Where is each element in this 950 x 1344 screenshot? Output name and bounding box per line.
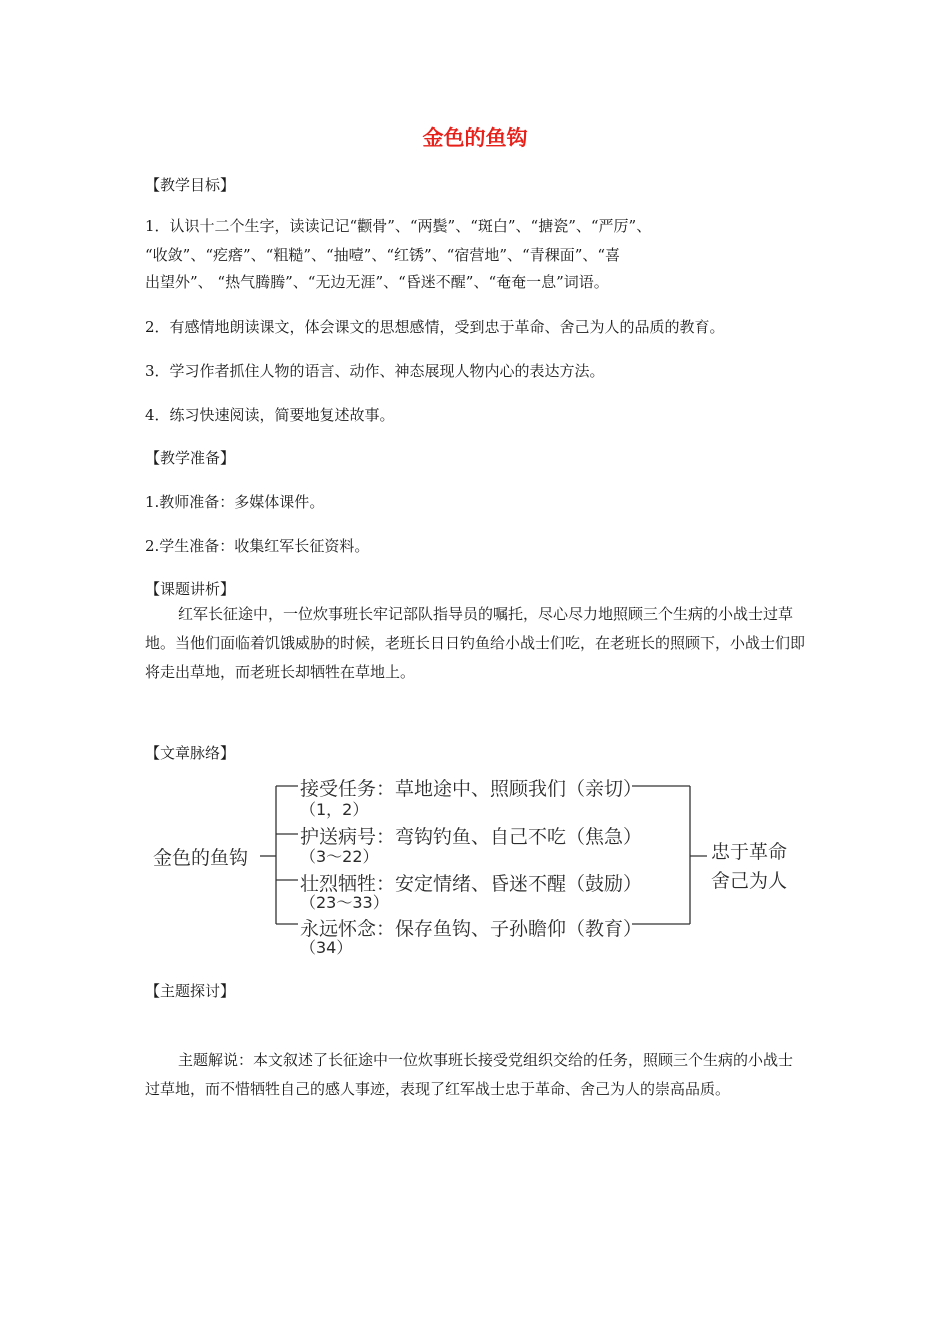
branch-4-text: 永远怀念：保存鱼钩、子孙瞻仰（教育） <box>300 918 643 940</box>
prep-item-1: 1.教师准备：多媒体课件。 <box>145 493 325 511</box>
conclusion-line-2: 舍己为人 <box>711 870 788 892</box>
goal-item-3: 3．学习作者抓住人物的语言、动作、神态展现人物内心的表达方法。 <box>145 362 605 380</box>
theme-paragraph <box>145 1046 805 1104</box>
branch-3-text: 壮烈牺牲：安定情绪、昏迷不醒（鼓励） <box>300 873 643 895</box>
branch-1-text: 接受任务：草地途中、照顾我们（亲切） <box>300 778 643 800</box>
goal-item-4: 4．练习快速阅读，简要地复述故事。 <box>145 406 395 424</box>
theme-heading: 【主题探讨】 <box>145 982 236 1000</box>
branch-2-text: 护送病号：弯钩钓鱼、自己不吃（焦急） <box>300 826 643 848</box>
goal-item-1-line-3: 出望外”、 “热气腾腾”、“无边无涯”、“昏迷不醒”、“奄奄一息”词语。 <box>145 273 609 291</box>
diagram-root: 金色的鱼钩 <box>153 847 249 869</box>
branch-1-paragraphs: （1，2） <box>300 800 369 819</box>
goals-heading: 【教学目标】 <box>145 176 236 194</box>
prep-item-2: 2.学生准备：收集红军长征资料。 <box>145 537 370 555</box>
analysis-text: 红军长征途中，一位炊事班长牢记部队指导员的嘱托，尽心尽力地照顾三个生病的小战士过草地。当他们面临着饥饿威胁的时候，老班长日日钓鱼给小战士们吃，在老班长的照顾下，小战士们即将走出草地，而老班长却牺牲在草地上。 <box>145 605 806 681</box>
branch-2-paragraphs: （3～22） <box>300 847 379 866</box>
document-title: 金色的鱼钩 <box>422 126 528 150</box>
goal-item-1-line-2: “收敛”、“疙瘩”、“粗糙”、“抽噎”、“红锈”、“宿营地”、“青稞面”、“喜 <box>145 246 621 264</box>
conclusion-line-1: 忠于革命 <box>711 841 788 863</box>
analysis-heading: 【课题讲析】 <box>145 580 236 598</box>
branch-4-paragraphs: （34） <box>300 938 353 957</box>
goal-item-2: 2．有感情地朗读课文，体会课文的思想感情，受到忠于革命、舍己为人的品质的教育。 <box>145 318 725 336</box>
goal-item-1-line-1: 1．认识十二个生字，读读记记“颧骨”、“两鬓”、“斑白”、“搪瓷”、“严厉”、 <box>145 217 652 235</box>
prep-heading: 【教学准备】 <box>145 449 236 467</box>
branch-3-paragraphs: （23～33） <box>300 893 389 912</box>
theme-text: 主题解说：本文叙述了长征途中一位炊事班长接受党组织交给的任务，照顾三个生病的小战士过草地，而不惜牺牲自己的感人事迹，表现了红军战士忠于革命、舍己为人的崇高品质。 <box>145 1051 794 1098</box>
structure-heading: 【文章脉络】 <box>145 744 236 762</box>
